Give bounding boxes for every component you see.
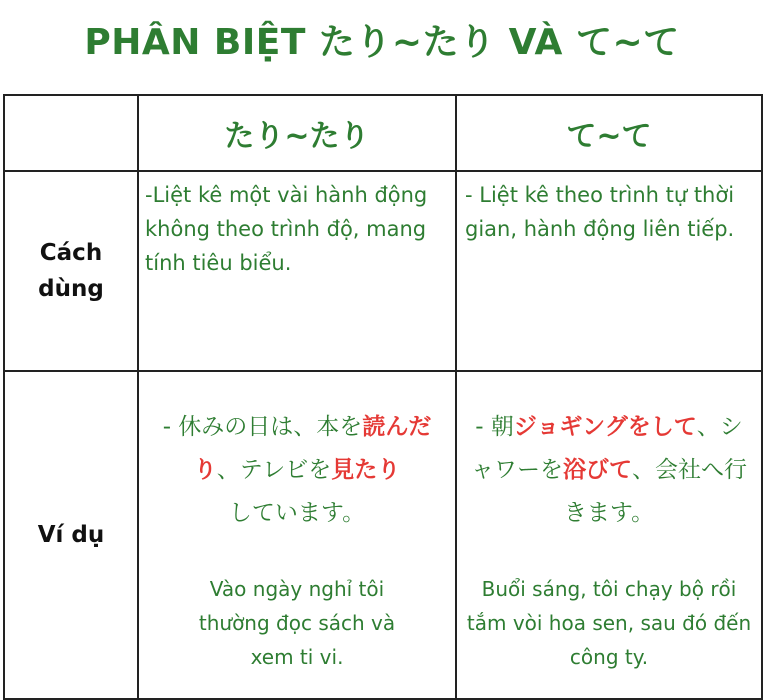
jp-text: しています。 bbox=[228, 500, 366, 526]
jp-text: 、会社へ行きます。 bbox=[563, 457, 747, 526]
page-title: PHÂN BIỆT たり~たり VÀ て~て bbox=[84, 22, 680, 63]
example-vn-te: Buổi sáng, tôi chạy bộ rồi tắm vòi hoa sen, sau đó đến công ty. bbox=[466, 577, 752, 669]
example-cell-tari bbox=[138, 371, 456, 699]
jp-highlight: ジョギングをして bbox=[513, 414, 697, 440]
usage-text-tari: -Liệt kê một vài hành động không theo trình độ, mang tính tiêu biểu. bbox=[145, 183, 428, 275]
example-jp-te bbox=[465, 406, 753, 535]
example-jp-tari bbox=[147, 406, 447, 535]
example-row bbox=[4, 371, 762, 699]
usage-cell-te bbox=[456, 171, 762, 371]
row-label-example: Ví dụ bbox=[4, 371, 138, 699]
column-header-te: て~て bbox=[456, 95, 762, 171]
example-cell-te bbox=[456, 371, 762, 699]
jp-highlight: 浴びて bbox=[563, 457, 632, 483]
jp-text: 、シャワーを bbox=[471, 414, 743, 483]
corner-cell bbox=[4, 95, 138, 171]
usage-text-te: - Liệt kê theo trình tự thời gian, hành động liên tiếp. bbox=[465, 183, 735, 241]
jp-text: 、テレビを bbox=[216, 457, 332, 483]
jp-text: - 朝 bbox=[475, 414, 514, 440]
column-header-tari: たり~たり bbox=[138, 95, 456, 171]
jp-highlight: 読んだり bbox=[193, 414, 432, 483]
header-row bbox=[4, 95, 762, 171]
usage-row bbox=[4, 171, 762, 371]
jp-text: - 休みの日は、本を bbox=[162, 414, 363, 440]
comparison-table bbox=[3, 94, 763, 700]
jp-highlight: 見たり bbox=[331, 457, 401, 483]
example-vn-tari: Vào ngày nghỉ tôi thường đọc sách và xem ti vi. bbox=[198, 577, 396, 669]
row-label-usage: Cách dùng bbox=[4, 171, 138, 371]
usage-cell-tari bbox=[138, 171, 456, 371]
